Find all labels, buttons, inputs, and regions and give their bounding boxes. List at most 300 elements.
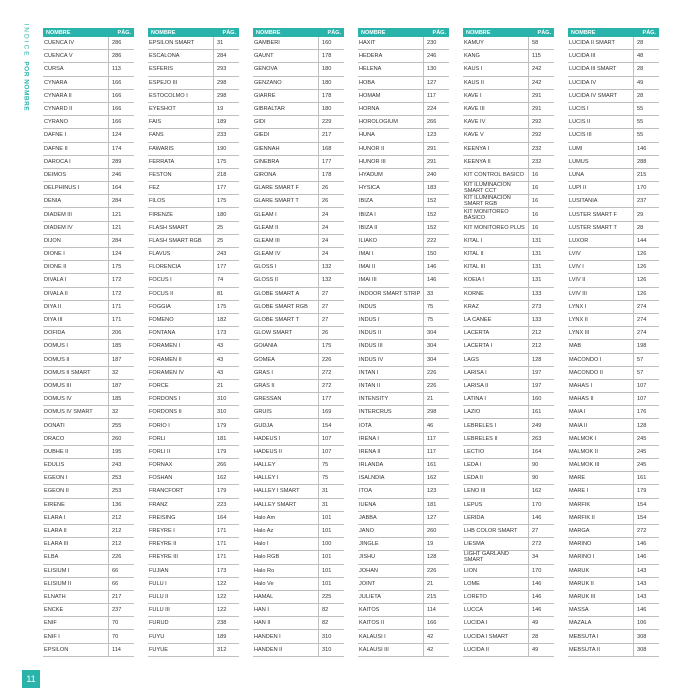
column-header	[43, 28, 134, 37]
page-ref: 310	[318, 630, 344, 642]
page-ref: 222	[423, 235, 449, 247]
page-ref: 146	[633, 551, 659, 563]
sidebar-subsection: POR NOMBRE	[22, 61, 30, 112]
product-name: DIYA II	[44, 303, 61, 310]
product-name: LENO III	[464, 488, 486, 495]
index-row	[568, 156, 659, 169]
product-name: Halo Ro	[254, 567, 275, 574]
product-name: ELARA III	[44, 541, 69, 548]
page-ref: 164	[213, 512, 239, 524]
index-row	[253, 485, 344, 498]
product-name: FORLI	[149, 435, 166, 442]
page-ref: 143	[633, 565, 659, 577]
page-ref: 304	[423, 327, 449, 339]
index-row	[253, 551, 344, 564]
product-name: DOMUS II SMART	[44, 369, 91, 376]
page-ref: 131	[528, 248, 554, 260]
product-name: FAWARIS	[149, 145, 174, 152]
product-name: DIADEM III	[44, 211, 72, 218]
index-row	[43, 327, 134, 340]
product-name: LA CANEE	[464, 317, 492, 324]
page-ref: 189	[213, 116, 239, 128]
product-name: LUSTER SMART F	[569, 211, 617, 218]
product-name: LEPUS	[464, 501, 483, 508]
product-name: KIT CONTROL BÁSICO	[464, 171, 524, 178]
index-row	[148, 182, 239, 195]
index-row	[568, 208, 659, 221]
product-name: JOINT	[359, 580, 376, 587]
page-ref: 284	[108, 235, 134, 247]
product-name: DOMUS IV SMART	[44, 409, 93, 416]
index-row	[253, 116, 344, 129]
page-ref: 197	[528, 367, 554, 379]
index-row	[253, 261, 344, 274]
index-row	[43, 630, 134, 643]
index-row	[148, 90, 239, 103]
page-ref: 32	[108, 406, 134, 418]
page-ref: 106	[633, 617, 659, 629]
product-name: ELNATH	[44, 593, 66, 600]
index-row	[568, 644, 659, 657]
index-row	[568, 288, 659, 301]
page-ref: 212	[528, 327, 554, 339]
index-row	[43, 37, 134, 50]
product-name: FUJIAN	[149, 567, 169, 574]
product-name: LATINA I	[464, 396, 486, 403]
product-name: KITAL III	[464, 264, 486, 271]
index-row	[358, 103, 449, 116]
page-ref: 107	[633, 380, 659, 392]
product-name: LYNX I	[569, 303, 587, 310]
index-row	[358, 433, 449, 446]
product-name: MACONDO I	[569, 356, 602, 363]
page-ref: 57	[633, 367, 659, 379]
page-ref: 249	[528, 419, 554, 431]
product-name: ILIAKO	[359, 237, 378, 244]
product-name: FORAMEN I	[149, 343, 181, 350]
column-header	[358, 28, 449, 37]
index-row	[463, 551, 554, 564]
page-ref: 49	[528, 644, 554, 656]
page-ref: 160	[318, 37, 344, 49]
product-name: EIRENE	[44, 501, 65, 508]
index-row	[148, 63, 239, 76]
page-ref: 21	[423, 393, 449, 405]
product-name: GLARE SMART F	[254, 185, 299, 192]
index-row	[148, 419, 239, 432]
index-row	[568, 591, 659, 604]
product-name: FLORENCIA	[149, 264, 182, 271]
index-row	[148, 433, 239, 446]
product-name: HAN I	[254, 607, 269, 614]
index-row	[568, 182, 659, 195]
page-ref: 162	[423, 472, 449, 484]
product-name: INTAN II	[359, 382, 381, 389]
product-name: DIVALA II	[44, 290, 68, 297]
page-ref: 224	[423, 103, 449, 115]
product-name: LUXOR	[569, 237, 589, 244]
sidebar-text	[23, 24, 30, 184]
product-name: IUENA	[359, 501, 377, 508]
page-ref: 243	[108, 459, 134, 471]
index-row	[43, 116, 134, 129]
index-row	[568, 77, 659, 90]
product-name: KAITOS	[359, 607, 380, 614]
page-ref: 225	[318, 591, 344, 603]
index-row	[358, 143, 449, 156]
product-name: MALMOK I	[569, 435, 597, 442]
page-ref: 28	[528, 630, 554, 642]
page-ref: 117	[423, 446, 449, 458]
product-name: LVIV	[569, 251, 581, 258]
page-ref: 146	[528, 604, 554, 616]
product-name: FILOS	[149, 198, 166, 205]
page-ref: 28	[633, 222, 659, 234]
page-ref: 154	[318, 419, 344, 431]
product-name: DOMUS IV	[44, 396, 72, 403]
page-ref: 291	[528, 103, 554, 115]
index-column	[43, 28, 134, 657]
index-row	[43, 354, 134, 367]
index-row	[148, 472, 239, 485]
index-row	[568, 90, 659, 103]
page-ref: 117	[423, 433, 449, 445]
product-name: LEDA II	[464, 475, 483, 482]
index-row	[253, 644, 344, 657]
product-name: LUCIDA III	[569, 53, 596, 60]
page-ref: 245	[633, 459, 659, 471]
page-ref: 166	[108, 103, 134, 115]
index-row	[358, 169, 449, 182]
index-row	[568, 630, 659, 643]
product-name: LVIV II	[569, 277, 586, 284]
index-row	[43, 485, 134, 498]
product-name: FANS	[149, 132, 164, 139]
product-name: GLOSS I	[254, 264, 277, 271]
page-ref: 122	[213, 604, 239, 616]
page-ref: 217	[318, 129, 344, 141]
product-name: FERRATA	[149, 158, 175, 165]
product-name: CUENCA V	[44, 53, 73, 60]
index-row	[148, 208, 239, 221]
index-row	[358, 406, 449, 419]
index-row	[253, 380, 344, 393]
index-row	[358, 156, 449, 169]
page-ref: 75	[423, 301, 449, 313]
index-row	[568, 195, 659, 208]
index-row	[43, 617, 134, 630]
page-ref: 298	[213, 90, 239, 102]
product-name: MARE	[569, 475, 586, 482]
product-name: FORNAX	[149, 462, 173, 469]
page-ref: 245	[633, 433, 659, 445]
page-ref: 172	[108, 288, 134, 300]
index-row	[358, 525, 449, 538]
index-row	[148, 499, 239, 512]
index-row	[253, 538, 344, 551]
page-ref: 128	[633, 419, 659, 431]
product-name: FEZ	[149, 185, 160, 192]
page-ref: 127	[423, 77, 449, 89]
product-name: KAVE IV	[464, 119, 486, 126]
product-name: FORDONS I	[149, 396, 181, 403]
index-row	[148, 512, 239, 525]
index-row	[253, 499, 344, 512]
product-name: INTENSITY	[359, 396, 389, 403]
page-ref: 81	[213, 288, 239, 300]
page-ref: 124	[108, 129, 134, 141]
page-ref: 107	[318, 433, 344, 445]
index-row	[148, 169, 239, 182]
index-row	[568, 169, 659, 182]
page-ref: 246	[423, 50, 449, 62]
product-name: IMAI I	[359, 251, 374, 258]
page-ref: 170	[633, 182, 659, 194]
product-name: FRANZ	[149, 501, 168, 508]
index-row	[43, 314, 134, 327]
page-ref: 152	[423, 208, 449, 220]
page-ref: 143	[633, 591, 659, 603]
page-ref: 146	[528, 512, 554, 524]
product-name: GIARRE	[254, 92, 276, 99]
page-ref: 272	[318, 367, 344, 379]
page-ref: 74	[213, 274, 239, 286]
product-name: FUYUE	[149, 646, 168, 653]
page-ref: 272	[318, 380, 344, 392]
product-name: DAFNE II	[44, 145, 68, 152]
page-ref: 55	[633, 129, 659, 141]
page-ref: 70	[108, 630, 134, 642]
index-row	[43, 129, 134, 142]
index-row	[43, 604, 134, 617]
product-name: DIVALA I	[44, 277, 67, 284]
index-row	[148, 525, 239, 538]
index-row	[253, 288, 344, 301]
index-row	[253, 169, 344, 182]
page-ref: 171	[213, 525, 239, 537]
product-name: FESTON	[149, 171, 172, 178]
product-name: GENZANO	[254, 79, 282, 86]
column-header	[253, 28, 344, 37]
index-row	[463, 301, 554, 314]
index-row	[463, 578, 554, 591]
page-ref: 57	[633, 354, 659, 366]
product-name: IMAI II	[359, 264, 376, 271]
index-row	[148, 261, 239, 274]
product-name: INTAN I	[359, 369, 379, 376]
page-ref: 27	[528, 525, 554, 537]
product-name: ELBA	[44, 554, 59, 561]
index-row	[43, 565, 134, 578]
page-ref: 298	[423, 406, 449, 418]
index-row	[358, 208, 449, 221]
page-ref: 298	[213, 77, 239, 89]
page-ref: 55	[633, 103, 659, 115]
header-name-label: NOMBRE	[571, 29, 596, 36]
page-ref: 179	[633, 485, 659, 497]
product-name: HEDERA	[359, 53, 383, 60]
page-ref: 312	[213, 644, 239, 656]
page-ref: 113	[108, 63, 134, 75]
page-ref: 127	[423, 512, 449, 524]
page-ref: 286	[108, 37, 134, 49]
index-row	[568, 327, 659, 340]
page-ref: 16	[528, 208, 554, 220]
page-ref: 43	[213, 367, 239, 379]
index-row	[358, 367, 449, 380]
index-row	[253, 182, 344, 195]
index-row	[148, 327, 239, 340]
product-name: Halo Az	[254, 528, 274, 535]
index-row	[148, 565, 239, 578]
index-row	[568, 551, 659, 564]
index-row	[148, 604, 239, 617]
product-name: MARFIK II	[569, 514, 595, 521]
index-row	[568, 433, 659, 446]
product-name: GRUIS	[254, 409, 272, 416]
product-name: Halo RGB	[254, 554, 280, 561]
product-name: IBIZA II	[359, 224, 378, 231]
product-name: LARISA I	[464, 369, 487, 376]
product-name: MALMOK II	[569, 448, 598, 455]
product-name: LYNX II	[569, 317, 588, 324]
product-name: IBIZA	[359, 198, 373, 205]
product-name: EGEON I	[44, 475, 68, 482]
product-name: DEIMOS	[44, 171, 67, 178]
index-row	[568, 446, 659, 459]
page-ref: 175	[318, 340, 344, 352]
page-ref: 90	[528, 459, 554, 471]
page-ref: 183	[423, 182, 449, 194]
product-name: GAMBERI	[254, 40, 280, 47]
product-name: LUCIS II	[569, 119, 591, 126]
product-name: GIEDI	[254, 132, 270, 139]
product-name: ENIF	[44, 620, 57, 627]
page-ref: 291	[528, 90, 554, 102]
product-name: GOIANIA	[254, 343, 278, 350]
page-ref: 121	[108, 208, 134, 220]
index-row	[148, 143, 239, 156]
index-column	[253, 28, 344, 657]
page-ref: 130	[423, 63, 449, 75]
product-name: LYNX III	[569, 330, 590, 337]
product-name: LUMI	[569, 145, 583, 152]
product-name: IRLANDA	[359, 462, 384, 469]
product-name: IOTA	[359, 422, 372, 429]
product-name: INDOOR SMART STRIP	[359, 290, 421, 297]
product-name: FOGGIA	[149, 303, 171, 310]
product-name: GENOVA	[254, 66, 278, 73]
index-row	[148, 538, 239, 551]
product-name: GRAS I	[254, 369, 273, 376]
index-row	[358, 630, 449, 643]
page-ref: 133	[528, 288, 554, 300]
page-ref: 133	[528, 314, 554, 326]
product-name: DIONE I	[44, 251, 65, 258]
index-row	[463, 314, 554, 327]
page-ref: 212	[108, 512, 134, 524]
index-row	[253, 195, 344, 208]
page-ref: 25	[213, 235, 239, 247]
index-row	[568, 604, 659, 617]
page-ref: 16	[528, 169, 554, 181]
index-row	[43, 195, 134, 208]
product-name: MAZALA	[569, 620, 592, 627]
product-name: CYNARD II	[44, 106, 73, 113]
page-ref: 242	[528, 63, 554, 75]
index-row	[43, 169, 134, 182]
index-row	[253, 274, 344, 287]
index-row	[358, 472, 449, 485]
product-name: GLOSS II	[254, 277, 278, 284]
page-ref: 288	[633, 156, 659, 168]
page-ref: 180	[213, 208, 239, 220]
page-ref: 237	[633, 195, 659, 207]
index-row	[148, 617, 239, 630]
page-ref: 146	[633, 538, 659, 550]
page-ref: 66	[108, 565, 134, 577]
page-ref: 27	[318, 301, 344, 313]
product-name: EGEON II	[44, 488, 69, 495]
page-ref: 28	[633, 63, 659, 75]
product-name: LUCIDA II	[464, 646, 489, 653]
index-row	[43, 50, 134, 63]
index-row	[358, 485, 449, 498]
page-ref: 27	[318, 314, 344, 326]
product-name: JABBA	[359, 514, 377, 521]
index-row	[463, 591, 554, 604]
product-name: DRACO	[44, 435, 65, 442]
index-row	[358, 129, 449, 142]
product-name: GINEBRA	[254, 158, 280, 165]
page-ref: 284	[213, 50, 239, 62]
product-name: GLOBE SMART T	[254, 317, 300, 324]
index-row	[463, 472, 554, 485]
page-ref: 132	[318, 261, 344, 273]
page-ref: 152	[423, 222, 449, 234]
index-row	[568, 103, 659, 116]
index-row	[253, 565, 344, 578]
index-row	[568, 248, 659, 261]
index-row	[148, 459, 239, 472]
index-column	[358, 28, 449, 657]
product-name: MARFIK	[569, 501, 591, 508]
page-ref: 226	[423, 565, 449, 577]
product-name: HELENA	[359, 66, 382, 73]
page-ref: 31	[318, 485, 344, 497]
product-name: DIYA III	[44, 317, 63, 324]
page-ref: 171	[108, 301, 134, 313]
header-page-label: PÁG.	[537, 29, 551, 36]
page-ref: 226	[318, 354, 344, 366]
page-ref: 229	[318, 116, 344, 128]
page-ref: 185	[108, 393, 134, 405]
page-ref: 226	[423, 380, 449, 392]
product-name: LUCCA	[464, 607, 483, 614]
product-name: ESCALONA	[149, 53, 180, 60]
index-row	[463, 459, 554, 472]
page-ref: 75	[423, 314, 449, 326]
product-name: GLEAM I	[254, 211, 277, 218]
index-row	[148, 77, 239, 90]
product-name: DIONE II	[44, 264, 67, 271]
product-name: KIT ILUMINACIÓN SMART CCT	[464, 182, 511, 195]
index-row	[43, 261, 134, 274]
page-ref: 195	[108, 446, 134, 458]
page-ref: 177	[318, 156, 344, 168]
product-name: FOMENO	[149, 317, 174, 324]
index-row	[253, 327, 344, 340]
